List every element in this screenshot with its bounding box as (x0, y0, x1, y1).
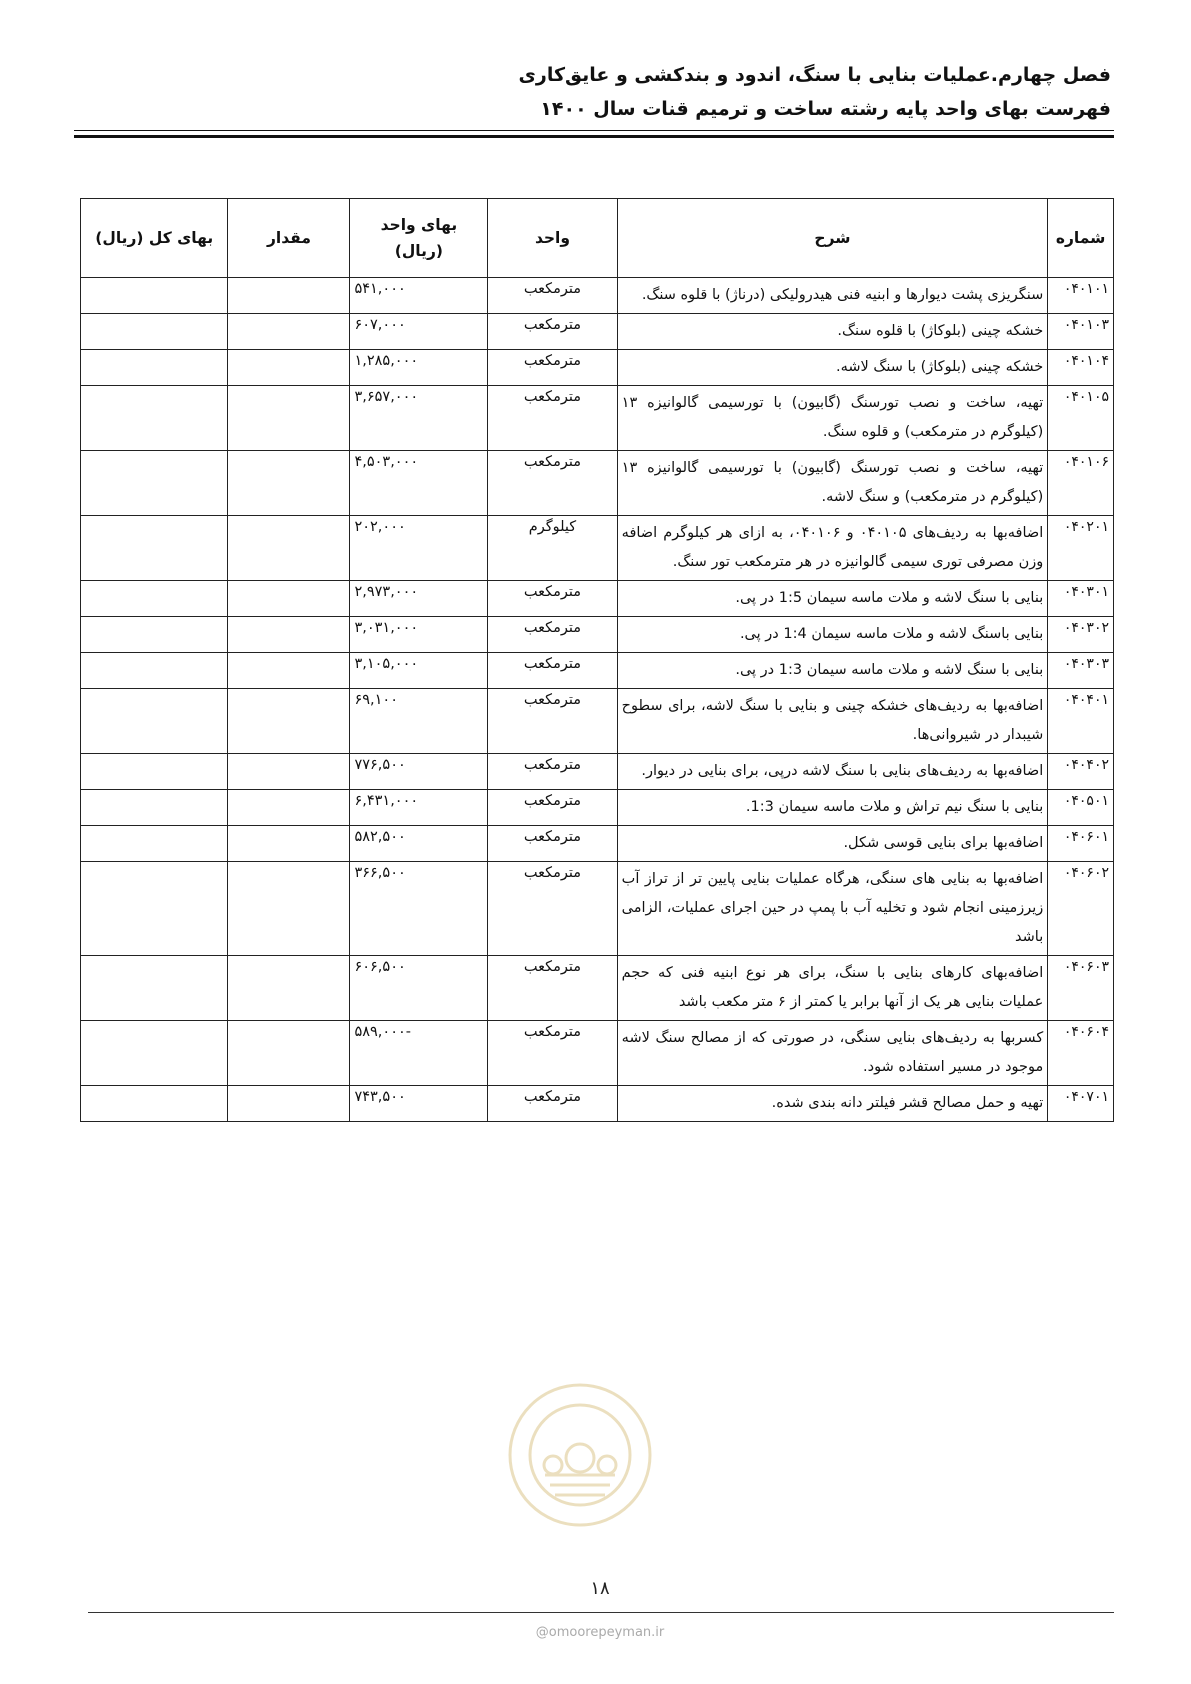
table-row (81, 653, 1114, 689)
row-unit: مترمکعب (488, 826, 617, 862)
row-unit: مترمکعب (488, 790, 617, 826)
table-row (81, 1021, 1114, 1086)
row-number: ۰۴۰۶۰۲ (1048, 862, 1114, 956)
row-unit-price: ۵۸۲,۵۰۰ (350, 826, 488, 862)
row-total (81, 689, 228, 754)
row-unit: کیلوگرم (488, 516, 617, 581)
table-row (81, 1086, 1114, 1122)
row-unit: مترمکعب (488, 581, 617, 617)
row-total (81, 617, 228, 653)
row-quantity (228, 516, 350, 581)
row-description: اضافه‌بها به ردیف‌های بنایی با سنگ لاشه درپی، برای بنایی در دیوار. (617, 754, 1048, 790)
table-row (81, 617, 1114, 653)
header-unit-price-currency: (ریال) (394, 242, 443, 260)
table-row (81, 956, 1114, 1021)
row-total (81, 314, 228, 350)
row-unit-price: ۳۶۶,۵۰۰ (350, 862, 488, 956)
row-quantity (228, 451, 350, 516)
row-unit: مترمکعب (488, 1086, 617, 1122)
header-unit-price-label: بهای واحد (380, 216, 458, 234)
row-description: سنگریزی پشت دیوارها و ابنیه فنی هیدرولیکی (درناژ) با قلوه سنگ. (617, 278, 1048, 314)
table-row (81, 386, 1114, 451)
row-quantity (228, 956, 350, 1021)
row-description: تهیه و حمل مصالح قشر فیلتر دانه بندی شده. (617, 1086, 1048, 1122)
row-total (81, 653, 228, 689)
row-description: بنایی باسنگ لاشه و ملات ماسه سیمان 1:4 در پی. (617, 617, 1048, 653)
row-quantity (228, 1086, 350, 1122)
row-number: ۰۴۰۱۰۱ (1048, 278, 1114, 314)
header-rule-thick (74, 135, 1114, 138)
row-total (81, 516, 228, 581)
row-unit-price: ۲,۹۷۳,۰۰۰ (350, 581, 488, 617)
row-unit-price: ۶,۴۳۱,۰۰۰ (350, 790, 488, 826)
table-row (81, 581, 1114, 617)
row-number: ۰۴۰۳۰۳ (1048, 653, 1114, 689)
row-total (81, 350, 228, 386)
row-unit: مترمکعب (488, 1021, 617, 1086)
row-total (81, 386, 228, 451)
header-number: شماره (1048, 199, 1114, 278)
row-unit: مترمکعب (488, 278, 617, 314)
row-quantity (228, 862, 350, 956)
row-number: ۰۴۰۲۰۱ (1048, 516, 1114, 581)
row-description: اضافه‌بها به بنایی های سنگی، هرگاه عملیات بنایی پایین تر از تراز آب زیرزمینی انجام شود و تخلیه آب با پمپ در حین اجرای عملیات، الزامی باشد (617, 862, 1048, 956)
header-rule-thin (74, 130, 1114, 131)
row-unit-price: ۴,۵۰۳,۰۰۰ (350, 451, 488, 516)
row-unit-price: ۱,۲۸۵,۰۰۰ (350, 350, 488, 386)
row-number: ۰۴۰۷۰۱ (1048, 1086, 1114, 1122)
row-total (81, 862, 228, 956)
row-number: ۰۴۰۱۰۶ (1048, 451, 1114, 516)
row-description: بنایی با سنگ لاشه و ملات ماسه سیمان 1:5 در پی. (617, 581, 1048, 617)
table-row (81, 862, 1114, 956)
row-unit-price: ۶۹,۱۰۰ (350, 689, 488, 754)
table-row (81, 516, 1114, 581)
table-row (81, 350, 1114, 386)
row-unit-price: ۷۴۳,۵۰۰ (350, 1086, 488, 1122)
row-number: ۰۴۰۳۰۱ (1048, 581, 1114, 617)
row-number: ۰۴۰۴۰۲ (1048, 754, 1114, 790)
row-total (81, 1086, 228, 1122)
row-quantity (228, 314, 350, 350)
row-description: تهیه، ساخت و نصب تورسنگ (گابیون) با تورسیمی گالوانیزه ۱۳ (کیلوگرم در مترمکعب) و سنگ لاشه. (617, 451, 1048, 516)
row-total (81, 1021, 228, 1086)
row-unit-price: ۳,۶۵۷,۰۰۰ (350, 386, 488, 451)
page-header (71, 58, 1111, 126)
table-row (81, 754, 1114, 790)
header-total: بهای کل (ریال) (81, 199, 228, 278)
row-number: ۰۴۰۱۰۳ (1048, 314, 1114, 350)
table-header-row (81, 199, 1114, 278)
row-description: تهیه، ساخت و نصب تورسنگ (گابیون) با تورسیمی گالوانیزه ۱۳ (کیلوگرم در مترمکعب) و قلوه سنگ. (617, 386, 1048, 451)
table-row (81, 826, 1114, 862)
row-unit: مترمکعب (488, 350, 617, 386)
row-description: کسربها به ردیف‌های بنایی سنگی، در صورتی که از مصالح سنگ لاشه موجود در مسیر استفاده شود. (617, 1021, 1048, 1086)
watermark: @omoorepeyman.ir (535, 1625, 665, 1640)
row-total (81, 790, 228, 826)
header-unit-price (350, 199, 488, 278)
row-number: ۰۴۰۶۰۳ (1048, 956, 1114, 1021)
row-description: اضافه‌بها برای بنایی قوسی شکل. (617, 826, 1048, 862)
row-unit: مترمکعب (488, 754, 617, 790)
row-total (81, 451, 228, 516)
row-quantity (228, 617, 350, 653)
row-number: ۰۴۰۴۰۱ (1048, 689, 1114, 754)
row-number: ۰۴۰۳۰۲ (1048, 617, 1114, 653)
row-quantity (228, 278, 350, 314)
row-unit: مترمکعب (488, 314, 617, 350)
row-unit-price: ۳,۱۰۵,۰۰۰ (350, 653, 488, 689)
row-total (81, 278, 228, 314)
row-number: ۰۴۰۶۰۴ (1048, 1021, 1114, 1086)
row-number: ۰۴۰۱۰۴ (1048, 350, 1114, 386)
table-row (81, 689, 1114, 754)
header-quantity: مقدار (228, 199, 350, 278)
row-unit: مترمکعب (488, 689, 617, 754)
row-quantity (228, 1021, 350, 1086)
row-description: اضافه‌بها به ردیف‌های ۰۴۰۱۰۵ و ۰۴۰۱۰۶، به ازای هر کیلوگرم اضافه وزن مصرفی توری سیمی گالوانیزه در هر مترمکعب تور سنگ. (617, 516, 1048, 581)
row-unit: مترمکعب (488, 653, 617, 689)
table-row (81, 314, 1114, 350)
row-unit-price: ۶۰۷,۰۰۰ (350, 314, 488, 350)
row-unit-price: ۷۷۶,۵۰۰ (350, 754, 488, 790)
row-unit-price: ۶۰۶,۵۰۰ (350, 956, 488, 1021)
row-description: بنایی با سنگ نیم تراش و ملات ماسه سیمان 1:3. (617, 790, 1048, 826)
row-number: ۰۴۰۱۰۵ (1048, 386, 1114, 451)
table-row (81, 278, 1114, 314)
row-quantity (228, 386, 350, 451)
table-row (81, 790, 1114, 826)
row-quantity (228, 689, 350, 754)
row-unit-price: -۵۸۹,۰۰۰ (350, 1021, 488, 1086)
row-description: اضافه‌بهای کارهای بنایی با سنگ، برای هر نوع ابنیه فنی که حجم عملیات بنایی هر یک از آنها برابر یا کمتر از ۶ متر مکعب باشد (617, 956, 1048, 1021)
header-unit: واحد (488, 199, 617, 278)
header-description: شرح (617, 199, 1048, 278)
row-quantity (228, 350, 350, 386)
row-unit: مترمکعب (488, 956, 617, 1021)
page-number: ۱۸ (590, 1578, 610, 1599)
list-title: فهرست بهای واحد پایه رشته ساخت و ترمیم قنات سال ۱۴۰۰ (540, 98, 1111, 120)
row-description: بنایی با سنگ لاشه و ملات ماسه سیمان 1:3 در پی. (617, 653, 1048, 689)
price-table (80, 198, 1114, 1122)
row-quantity (228, 581, 350, 617)
row-description: خشکه چینی (بلوکاژ) با قلوه سنگ. (617, 314, 1048, 350)
row-total (81, 826, 228, 862)
row-description: خشکه چینی (بلوکاژ) با سنگ لاشه. (617, 350, 1048, 386)
row-total (81, 581, 228, 617)
row-unit: مترمکعب (488, 386, 617, 451)
row-unit-price: ۵۴۱,۰۰۰ (350, 278, 488, 314)
row-description: اضافه‌بها به ردیف‌های خشکه چینی و بنایی با سنگ لاشه، برای سطوح شیبدار در شیروانی‌ها. (617, 689, 1048, 754)
row-unit: مترمکعب (488, 617, 617, 653)
row-number: ۰۴۰۶۰۱ (1048, 826, 1114, 862)
row-quantity (228, 653, 350, 689)
footer-rule (88, 1612, 1114, 1613)
row-unit: مترمکعب (488, 451, 617, 516)
row-quantity (228, 754, 350, 790)
row-unit: مترمکعب (488, 862, 617, 956)
chapter-title: فصل چهارم.عملیات بنایی با سنگ، اندود و بندکشی و عایق‌کاری (518, 64, 1111, 86)
row-quantity (228, 826, 350, 862)
row-unit-price: ۲۰۲,۰۰۰ (350, 516, 488, 581)
row-number: ۰۴۰۵۰۱ (1048, 790, 1114, 826)
row-unit-price: ۳,۰۳۱,۰۰۰ (350, 617, 488, 653)
row-total (81, 956, 228, 1021)
table-row (81, 451, 1114, 516)
organization-seal-icon (505, 1380, 655, 1530)
row-total (81, 754, 228, 790)
row-quantity (228, 790, 350, 826)
